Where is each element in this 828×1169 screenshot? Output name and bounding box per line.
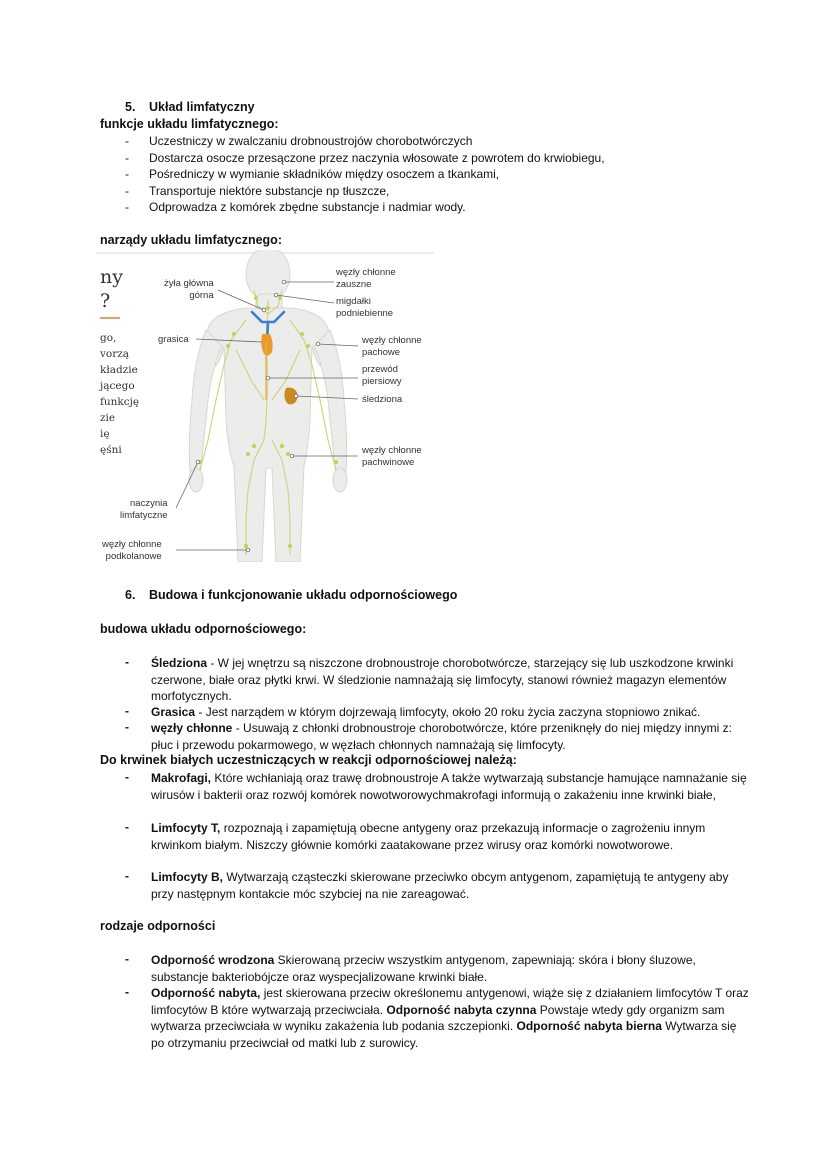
book-fragment: kładzie xyxy=(100,364,138,376)
label-wezly-podkolanowe: węzły chłonne podkolanowe xyxy=(102,539,162,562)
label-migdalki: migdałki podniebienne xyxy=(336,296,394,319)
label-sledziona: śledziona xyxy=(362,394,403,405)
rodzaje-heading: rodzaje odporności xyxy=(100,919,216,933)
section-title: Budowa i funkcjonowanie układu odpornościowego xyxy=(149,588,458,602)
organs-heading: narządy układu limfatycznego: xyxy=(100,233,282,247)
section-number: 5. xyxy=(125,100,136,114)
label-grasica: grasica xyxy=(158,334,189,345)
book-fragment: zie xyxy=(100,412,116,424)
section-5-heading xyxy=(125,100,255,114)
book-fragment: vorzą xyxy=(100,348,130,360)
section-6-heading xyxy=(125,588,457,602)
section-title: Układ limfatyczny xyxy=(149,100,255,114)
label-naczynia-limfatyczne: naczynia limfatyczne xyxy=(120,498,168,521)
budowa-heading: budowa układu odpornościowego: xyxy=(100,622,307,636)
book-fragment: funkcję xyxy=(100,396,140,408)
label-zyla-glowna: żyła główna górna xyxy=(164,278,214,301)
lymphatic-system-figure xyxy=(96,250,436,562)
functions-heading: funkcje układu limfatycznego: xyxy=(100,117,279,131)
section-number: 6. xyxy=(125,588,136,602)
label-wezly-zauszne: węzły chłonne zauszne xyxy=(336,267,396,290)
book-fragment: ? xyxy=(100,290,111,312)
label-przewod-piersiowy: przewód piersiowy xyxy=(362,364,402,387)
label-wezly-pachwinowe: węzły chłonne pachwinowe xyxy=(362,445,422,468)
book-fragment: go, xyxy=(100,332,117,344)
label-wezly-pachowe: węzły chłonne pachowe xyxy=(362,335,422,358)
book-fragment: ny xyxy=(100,266,123,288)
book-fragment: jącego xyxy=(100,380,135,392)
book-fragment: ęśni xyxy=(100,444,122,456)
book-fragment: ię xyxy=(100,428,110,440)
krwinki-heading: Do krwinek białych uczestniczących w reakcji odpornościowej należą: xyxy=(100,753,517,767)
